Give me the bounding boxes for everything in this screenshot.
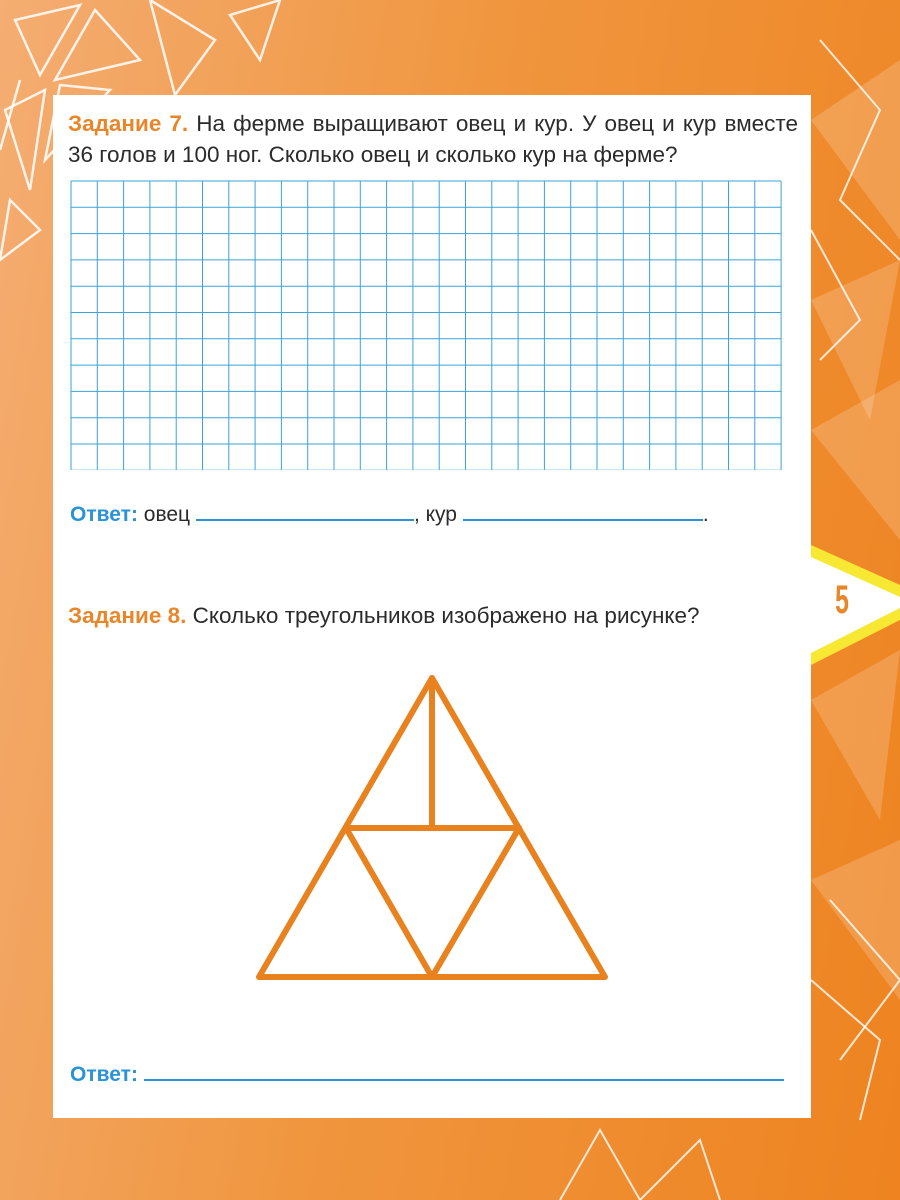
answer-8-blank[interactable] — [144, 1057, 784, 1081]
answer-7-sheep-blank[interactable] — [196, 497, 414, 521]
answer-grid[interactable] — [70, 180, 784, 470]
answer-7-label: Ответ: — [70, 503, 138, 526]
page-number: 5 — [835, 578, 849, 622]
task-8 — [68, 600, 798, 631]
task-8-label: Задание 8. — [68, 603, 187, 628]
triangle-figure — [253, 670, 618, 990]
answer-8 — [70, 1057, 784, 1087]
task-8-text: Сколько треугольников изображено на рисунке? — [192, 603, 700, 628]
answer-7-chicken-label: , кур — [413, 503, 457, 526]
answer-8-label: Ответ: — [70, 1063, 138, 1086]
task-7-text: На ферме выращивают овец и кур. У овец и кур вместе 36 голов и 100 ног. Сколько овец и сколько кур на ферме? — [68, 111, 798, 167]
task-7-label: Задание 7. — [68, 111, 189, 136]
answer-7-chicken-blank[interactable] — [463, 497, 703, 521]
answer-7-sheep-label: овец — [143, 503, 191, 526]
inner-left-edge — [346, 828, 432, 977]
background-right-triangles — [811, 60, 900, 1000]
worksheet — [53, 95, 811, 1118]
task-7 — [68, 108, 798, 170]
answer-7-period: . — [702, 503, 709, 526]
answer-7 — [70, 497, 709, 527]
inner-right-edge — [432, 828, 519, 977]
